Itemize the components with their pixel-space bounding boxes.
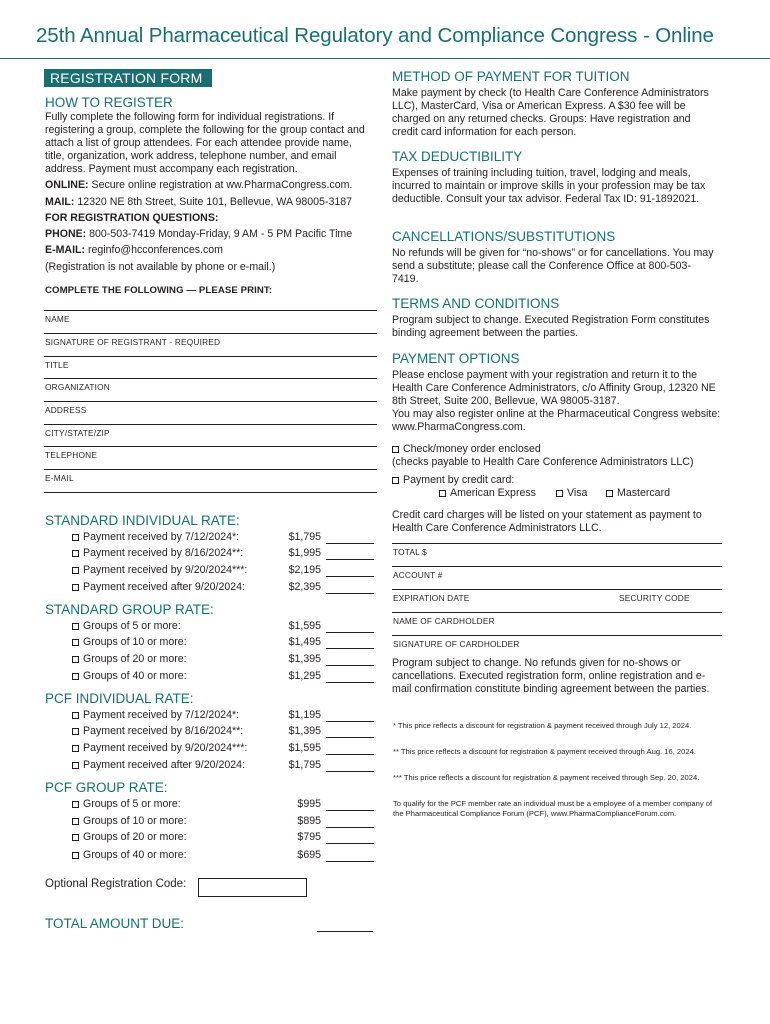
rate-row[interactable] (72, 849, 374, 864)
optional-code-label: Optional Registration Code: (45, 878, 187, 890)
rate-row[interactable] (72, 670, 374, 685)
rate-row[interactable] (72, 653, 374, 668)
amount-blank[interactable] (326, 861, 374, 862)
rate-label: Payment received by 7/12/2024*: (83, 709, 240, 721)
footnote-august: ** This price reflects a discount for registration & payment received through Aug. 16, 2024. (393, 747, 696, 756)
rate-option[interactable] (72, 670, 187, 682)
rate-row[interactable] (72, 531, 374, 546)
checkbox-icon[interactable] (72, 712, 79, 719)
rate-label: Groups of 5 or more: (83, 798, 181, 810)
cardholder-name-field-line[interactable] (392, 612, 722, 613)
rate-option[interactable] (72, 636, 187, 648)
city-state-zip-field-label: CITY/STATE/ZIP (45, 428, 110, 438)
rate-price: $2,395 (288, 581, 321, 593)
rate-row[interactable] (72, 636, 374, 651)
online-line (45, 179, 385, 192)
email-label: E-MAIL: (45, 244, 86, 256)
checkbox-icon[interactable] (72, 623, 79, 630)
closing-terms-text: Program subject to change. No refunds given for no-shows or cancellations. Executed registration form, online registration and e-mail confirmation constitute binding agreement between the parties. (392, 657, 710, 696)
city-state-zip-field-line[interactable] (44, 424, 377, 425)
rate-option[interactable] (72, 759, 245, 771)
checkbox-icon[interactable] (72, 534, 79, 541)
signature-field-line[interactable] (44, 333, 377, 334)
rate-price: $795 (297, 831, 321, 843)
rate-option[interactable] (72, 798, 181, 810)
rate-row[interactable] (72, 798, 374, 813)
checkbox-icon[interactable] (72, 656, 79, 663)
checkbox-icon[interactable] (72, 852, 79, 859)
rate-row[interactable] (72, 815, 374, 830)
check-payable-note: (checks payable to Health Care Conference Administrators LLC) (392, 456, 694, 468)
rate-row[interactable] (72, 564, 374, 579)
rate-price: $1,495 (288, 636, 321, 648)
title-field-line[interactable] (44, 356, 377, 357)
rate-price: $1,595 (288, 620, 321, 632)
form-end-line (44, 492, 377, 493)
rate-option[interactable] (72, 725, 243, 737)
rate-option[interactable] (72, 831, 187, 843)
rate-price: $1,995 (288, 547, 321, 559)
rate-label: Payment received by 9/20/2024***: (83, 564, 248, 576)
rate-label: Groups of 10 or more: (83, 815, 187, 827)
checkbox-icon[interactable] (556, 490, 563, 497)
card-amex-label: American Express (450, 487, 536, 499)
rate-label: Groups of 10 or more: (83, 636, 187, 648)
rate-label: Groups of 40 or more: (83, 849, 187, 861)
amount-blank[interactable] (326, 593, 374, 594)
rate-label: Payment received after 9/20/2024: (83, 759, 245, 771)
amount-blank[interactable] (326, 632, 374, 633)
cardholder-name-field-label: NAME OF CARDHOLDER (393, 616, 495, 626)
registration-note: (Registration is not available by phone or e-mail.) (45, 261, 276, 273)
terms-text: Program subject to change. Executed Registration Form constitutes binding agreement between the parties. (392, 314, 710, 340)
rate-label: Payment received by 8/16/2024**: (83, 547, 244, 559)
terms-heading: TERMS AND CONDITIONS (392, 296, 560, 311)
amount-blank[interactable] (326, 543, 374, 544)
rate-row[interactable] (72, 547, 374, 562)
pcf-group-heading: PCF GROUP RATE: (45, 780, 168, 795)
total-amount-due-label: TOTAL AMOUNT DUE: (45, 916, 185, 931)
pcf-individual-heading: PCF INDIVIDUAL RATE: (45, 691, 194, 706)
tax-deductibility-text: Expenses of training including tuition, travel, lodging and meals, incurred to maintain or improve skills in your profession may be tax deductible. Consult your tax advisor. Federal Tax ID: 91-1892021. (392, 167, 706, 206)
title-rule (0, 58, 770, 59)
organization-field-line[interactable] (44, 378, 377, 379)
amount-blank[interactable] (326, 576, 374, 577)
amount-blank[interactable] (326, 665, 374, 666)
how-to-register-heading: HOW TO REGISTER (45, 95, 173, 110)
online-text: Secure online registration at ww.PharmaCongress.com. (88, 179, 353, 191)
address-field-line[interactable] (44, 401, 377, 402)
total-field-label: TOTAL $ (393, 547, 427, 557)
checkbox-icon[interactable] (72, 762, 79, 769)
checkbox-icon[interactable] (439, 490, 446, 497)
email-text[interactable]: reginfo@hcconferences.com (85, 244, 223, 256)
cancellations-text: No refunds will be given for “no-shows” or for cancellations. You may send a substitute; please call the Conference Office at 800-503-7419. (392, 247, 714, 286)
checkbox-icon[interactable] (72, 673, 79, 680)
card-mastercard-label: Mastercard (617, 487, 670, 499)
questions-heading: FOR REGISTRATION QUESTIONS: (45, 212, 219, 224)
rate-label: Groups of 20 or more: (83, 831, 187, 843)
rate-row[interactable] (72, 620, 374, 635)
rate-option[interactable] (72, 849, 187, 861)
account-field-line[interactable] (392, 566, 722, 567)
tax-deductibility-heading: TAX DEDUCTIBILITY (392, 149, 523, 164)
rate-price: $1,795 (288, 759, 321, 771)
rate-option[interactable] (72, 620, 181, 632)
rate-option[interactable] (72, 709, 239, 721)
amount-blank[interactable] (326, 559, 374, 560)
checkbox-icon[interactable] (72, 745, 79, 752)
rate-label: Payment received after 9/20/2024: (83, 581, 245, 593)
email-line (45, 244, 223, 257)
rate-row[interactable] (72, 581, 374, 596)
registration-form-banner: REGISTRATION FORM (44, 69, 212, 87)
payment-options-heading: PAYMENT OPTIONS (392, 351, 520, 366)
cancellations-heading: CANCELLATIONS/SUBSTITUTIONS (392, 229, 616, 244)
expiration-field-label: EXPIRATION DATE (393, 593, 470, 603)
card-statement-note: Credit card charges will be listed on your statement as payment to Health Care Conference Administrators LLC. (392, 509, 702, 535)
rate-option[interactable] (72, 742, 247, 754)
name-field-line[interactable] (44, 310, 377, 311)
account-field-label: ACCOUNT # (393, 570, 443, 580)
amount-blank[interactable] (326, 754, 374, 755)
credit-card-option[interactable] (392, 474, 514, 487)
checkbox-icon[interactable] (606, 490, 613, 497)
rate-label: Payment received by 8/16/2024**: (83, 725, 244, 737)
checkbox-icon[interactable] (392, 446, 399, 453)
telephone-field-line[interactable] (44, 446, 377, 447)
telephone-field-label: TELEPHONE (45, 450, 98, 460)
rate-label: Groups of 40 or more: (83, 670, 187, 682)
email-field-line[interactable] (44, 469, 377, 470)
amount-blank[interactable] (326, 721, 374, 722)
address-field-label: ADDRESS (45, 405, 87, 415)
rate-price: $1,395 (288, 653, 321, 665)
rate-price: $1,595 (288, 742, 321, 754)
rate-row[interactable] (72, 759, 374, 774)
card-mastercard-option[interactable] (606, 487, 670, 500)
complete-instruction: COMPLETE THE FOLLOWING — PLEASE PRINT: (45, 285, 273, 296)
mail-line (45, 196, 385, 209)
checkbox-icon[interactable] (72, 801, 79, 808)
checkbox-icon[interactable] (72, 584, 79, 591)
rate-label: Groups of 5 or more: (83, 620, 181, 632)
register-online-text: You may also register online at the Pharmaceutical Congress website: www.PharmaCongress.com. (392, 408, 721, 434)
payment-options-text: Please enclose payment with your registration and return it to the Health Care Conference Administrators, c/o Affinity Group, 12320 NE 8th Street, Suite 200, Bellevue, WA 98005-3187. (392, 369, 716, 408)
card-amex-option[interactable] (439, 487, 536, 500)
standard-individual-heading: STANDARD INDIVIDUAL RATE: (45, 513, 240, 528)
mail-text: 12320 NE 8th Street, Suite 101, Bellevue, WA 98005-3187 (74, 196, 353, 208)
footnote-pcf-membership: To qualify for the PCF member rate an individual must be a employee of a member company of the Pharmaceutical Compliance Forum (PCF), www.PharmaComplianceForum.com. (393, 799, 713, 819)
amount-blank[interactable] (326, 810, 374, 811)
organization-field-label: ORGANIZATION (45, 382, 110, 392)
amount-blank[interactable] (326, 771, 374, 772)
checkbox-icon[interactable] (392, 477, 399, 484)
credit-card-option-label: Payment by credit card: (403, 474, 515, 486)
rate-option[interactable] (72, 581, 245, 593)
total-amount-blank[interactable] (317, 931, 373, 932)
rate-price: $695 (297, 849, 321, 861)
checkbox-icon[interactable] (72, 550, 79, 557)
rate-price: $1,195 (288, 709, 321, 721)
rate-price: $995 (297, 798, 321, 810)
security-code-field-label: SECURITY CODE (619, 593, 690, 603)
checkbox-icon[interactable] (72, 728, 79, 735)
rate-price: $2,195 (288, 564, 321, 576)
rate-label: Payment received by 7/12/2024*: (83, 531, 240, 543)
rate-row[interactable] (72, 831, 374, 846)
rate-row[interactable] (72, 742, 374, 757)
signature-field-label: SIGNATURE OF REGISTRANT - REQUIRED (45, 337, 221, 347)
phone-label: PHONE: (45, 228, 87, 240)
cardholder-signature-field-label: SIGNATURE OF CARDHOLDER (393, 639, 520, 649)
footnote-july: * This price reflects a discount for registration & payment received through July 12, 2024. (393, 721, 692, 730)
rate-label: Groups of 20 or more: (83, 653, 187, 665)
rate-option[interactable] (72, 815, 187, 827)
card-visa-label: Visa (567, 487, 588, 499)
rate-price: $1,295 (288, 670, 321, 682)
check-option[interactable] (392, 443, 541, 456)
rate-price: $1,795 (288, 531, 321, 543)
rate-row[interactable] (72, 709, 374, 724)
rate-option[interactable] (72, 547, 243, 559)
cardholder-signature-field-line[interactable] (392, 635, 722, 636)
amount-blank[interactable] (326, 827, 374, 828)
rate-option[interactable] (72, 564, 247, 576)
rate-row[interactable] (72, 725, 374, 740)
check-option-label: Check/money order enclosed (403, 443, 541, 455)
online-label: ONLINE: (45, 179, 89, 191)
email-field-label: E-MAIL (45, 473, 74, 483)
mail-label: MAIL: (45, 196, 75, 208)
checkbox-icon[interactable] (72, 639, 79, 646)
amount-blank[interactable] (326, 648, 374, 649)
rate-option[interactable] (72, 653, 187, 665)
total-field-line[interactable] (392, 543, 722, 544)
amount-blank[interactable] (326, 682, 374, 683)
method-of-payment-text: Make payment by check (to Health Care Conference Administrators LLC), MasterCard, Visa or American Express. A $30 fee will be charged on any returned checks. Groups: Have registration and credit card information for each person. (392, 87, 709, 139)
standard-group-heading: STANDARD GROUP RATE: (45, 602, 214, 617)
rate-option[interactable] (72, 531, 239, 543)
phone-text: 800-503-7419 Monday-Friday, 9 AM - 5 PM Pacific Time (86, 228, 353, 240)
amount-blank[interactable] (326, 843, 374, 844)
checkbox-icon[interactable] (72, 818, 79, 825)
rate-price: $1,395 (288, 725, 321, 737)
method-of-payment-heading: METHOD OF PAYMENT FOR TUITION (392, 69, 630, 84)
footnote-september: *** This price reflects a discount for registration & payment received through Sep. 20, 2024. (393, 773, 700, 782)
name-field-label: NAME (45, 314, 70, 324)
how-to-register-text: Fully complete the following form for individual registrations. If registering a group, complete the following for the group contact and attach a list of group attendees. For each attendee provide name, title, organization, work address, telephone number, and email address. Payment must accompany each registration. (45, 111, 365, 176)
title-field-label: TITLE (45, 360, 69, 370)
expiration-field-line[interactable] (392, 589, 722, 590)
rate-price: $895 (297, 815, 321, 827)
card-visa-option[interactable] (556, 487, 587, 500)
page-title: 25th Annual Pharmaceutical Regulatory and Compliance Congress - Online (36, 24, 714, 47)
checkbox-icon[interactable] (72, 567, 79, 574)
rate-label: Payment received by 9/20/2024***: (83, 742, 248, 754)
amount-blank[interactable] (326, 737, 374, 738)
checkbox-icon[interactable] (72, 834, 79, 841)
phone-line (45, 228, 385, 241)
optional-code-input[interactable] (198, 878, 307, 897)
